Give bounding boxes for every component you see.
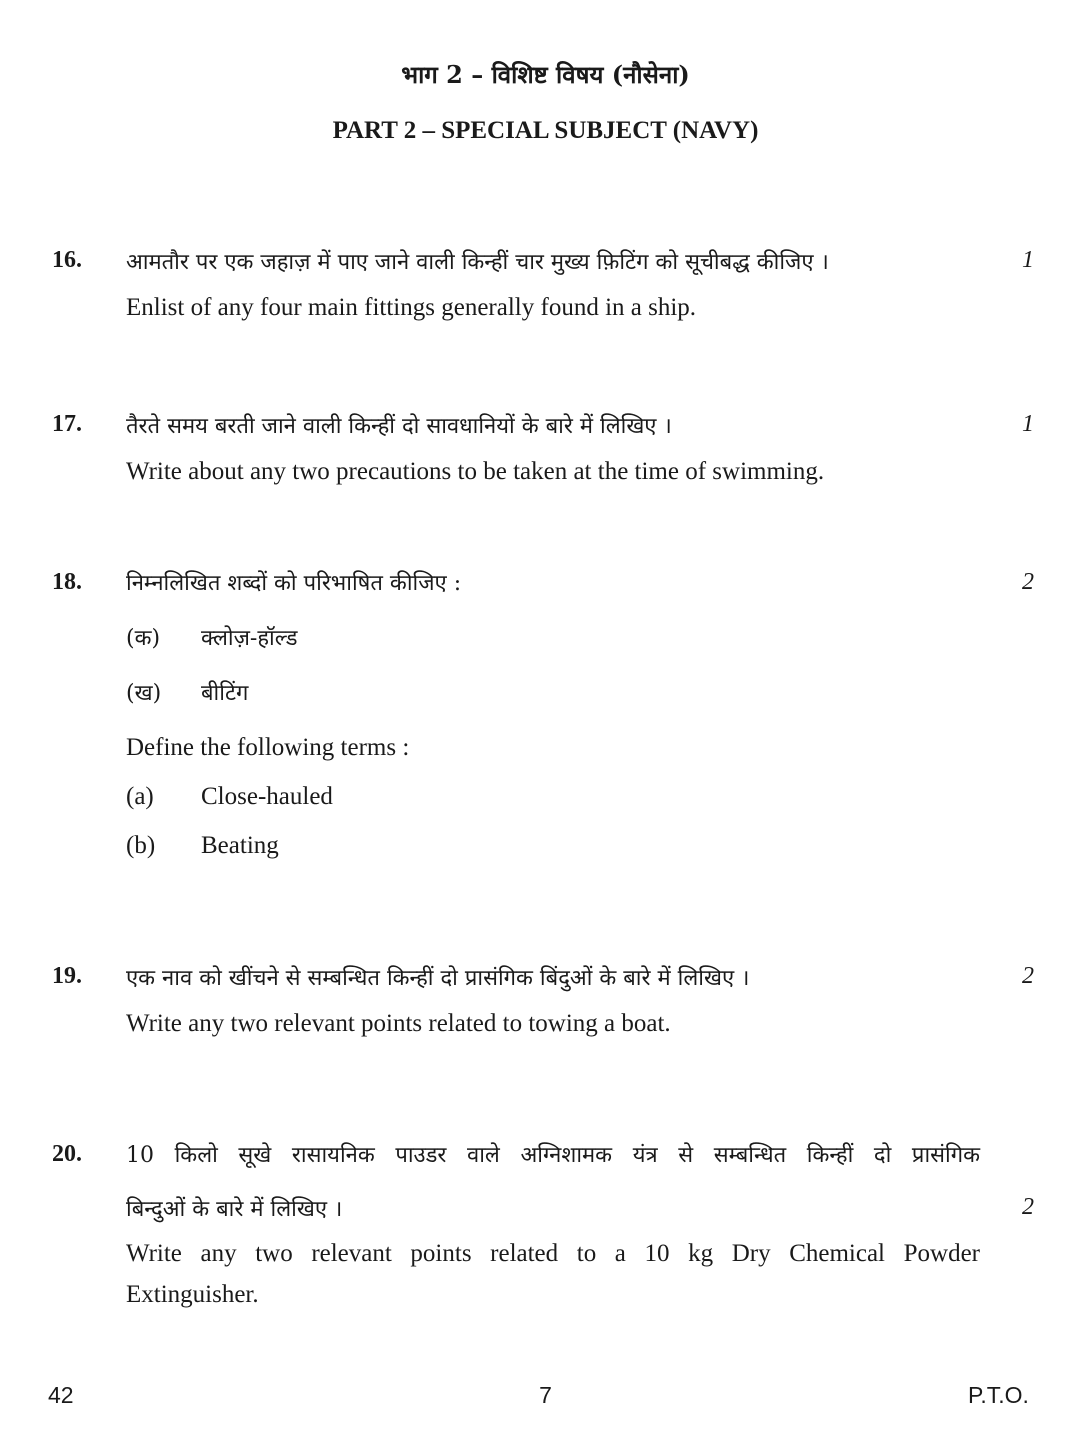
- marks: 2: [1022, 1194, 1034, 1220]
- marks: 1: [1022, 411, 1034, 437]
- question-text-english-line1: Write any two relevant points related to a 10 kg Dry Chemical Powder: [126, 1240, 980, 1267]
- question-number: 16.: [52, 247, 82, 273]
- question-text-hindi-line1: 10 किलो सूखे रासायनिक पाउडर वाले अग्निशामक यंत्र से सम्बन्धित किन्हीं दो प्रासंगिक: [126, 1143, 980, 1168]
- sub-part-label: (ख): [126, 681, 162, 706]
- marks: 2: [1022, 963, 1034, 989]
- sub-part-text: बीटिंग: [201, 681, 249, 706]
- sub-part-text: क्लोज़-हॉल्ड: [201, 626, 298, 651]
- sub-part-label: (b): [126, 832, 156, 859]
- marks: 1: [1022, 247, 1034, 273]
- question-text-hindi: निम्नलिखित शब्दों को परिभाषित कीजिए :: [126, 571, 462, 596]
- question-text-english: Write any two relevant points related to towing a boat.: [126, 1010, 671, 1037]
- question-text-english-line2: Extinguisher.: [126, 1281, 259, 1308]
- question-text-english: Define the following terms :: [126, 734, 410, 761]
- question-text-hindi: आमतौर पर एक जहाज़ में पाए जाने वाली किन्हीं चार मुख्य फ़िटिंग को सूचीबद्ध कीजिए ।: [126, 250, 829, 275]
- page-title-english: PART 2 – SPECIAL SUBJECT (NAVY): [332, 117, 759, 144]
- question-text-hindi: तैरते समय बरती जाने वाली किन्हीं दो सावधानियों के बारे में लिखिए ।: [126, 414, 672, 439]
- pto-label: P.T.O.: [968, 1382, 1029, 1408]
- page-title-hindi: भाग 2 – विशिष्ट विषय (नौसेना): [401, 60, 690, 89]
- question-text-english: Write about any two precautions to be taken at the time of swimming.: [126, 458, 825, 485]
- question-number: 17.: [52, 411, 82, 437]
- sub-part-text: Beating: [201, 832, 279, 859]
- question-number: 18.: [52, 569, 82, 595]
- sub-part-label: (a): [126, 783, 154, 810]
- question-text-hindi-line2: बिन्दुओं के बारे में लिखिए ।: [126, 1197, 343, 1222]
- paper-code: 42: [48, 1382, 74, 1408]
- page-number: 7: [539, 1382, 552, 1408]
- question-text-hindi: एक नाव को खींचने से सम्बन्धित किन्हीं दो प्रासंगिक बिंदुओं के बारे में लिखिए ।: [126, 966, 750, 991]
- question-text-english: Enlist of any four main fittings generally found in a ship.: [126, 294, 697, 321]
- sub-part-label: (क): [126, 626, 161, 651]
- sub-part-text: Close-hauled: [201, 783, 333, 810]
- question-number: 20.: [52, 1141, 82, 1167]
- question-number: 19.: [52, 963, 82, 989]
- marks: 2: [1022, 569, 1034, 595]
